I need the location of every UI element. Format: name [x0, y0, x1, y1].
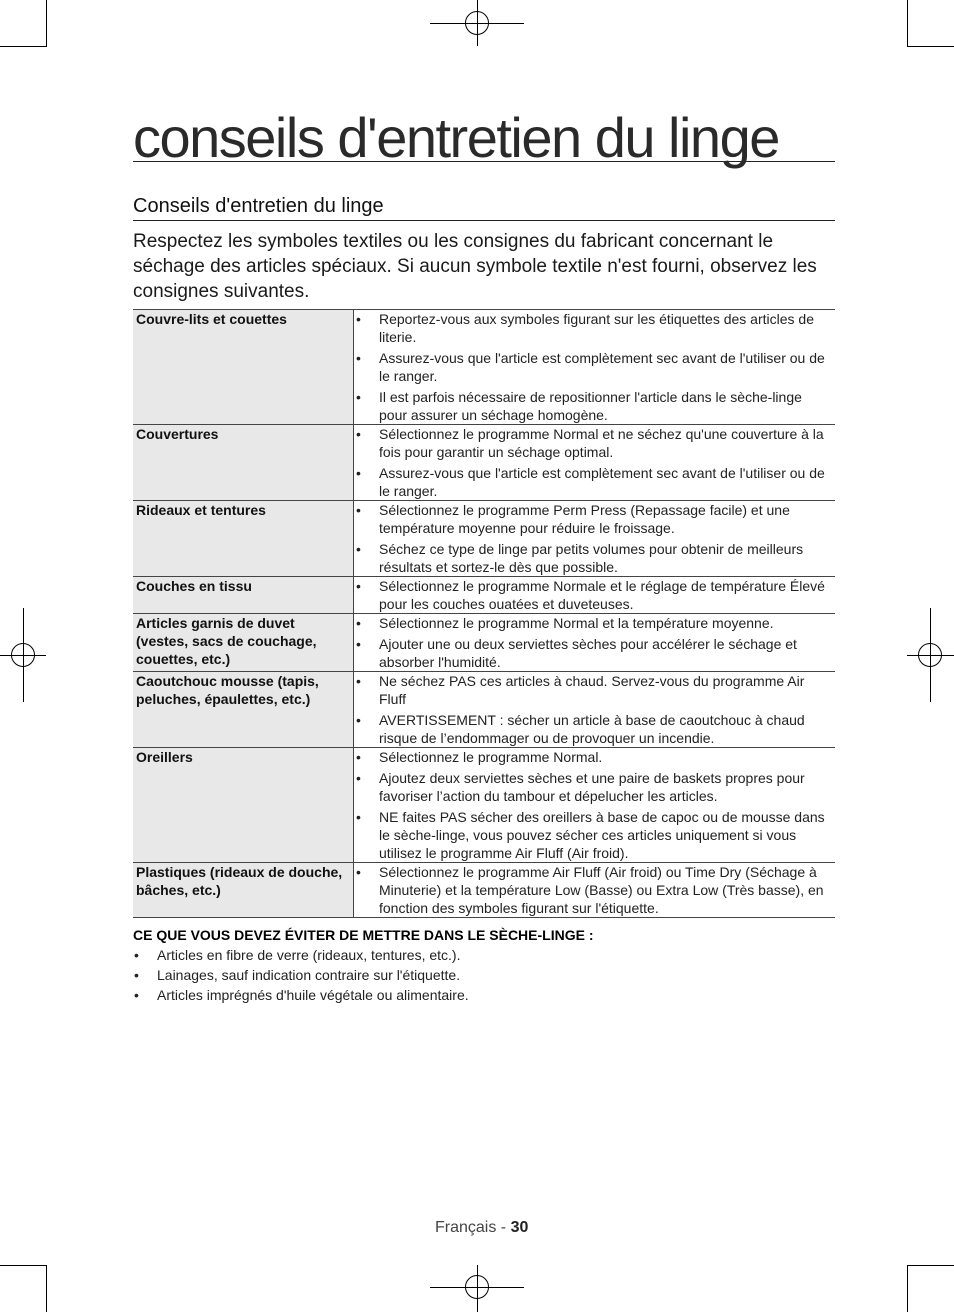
- crop-mark: [0, 46, 47, 47]
- care-table: [133, 309, 835, 918]
- page-number: 30: [510, 1219, 529, 1236]
- list-item: [354, 501, 833, 537]
- table-row: [133, 501, 835, 577]
- crop-mark: [907, 1265, 954, 1266]
- list-item: [354, 748, 833, 766]
- bullet-icon: •: [356, 578, 361, 594]
- list-item: [354, 425, 833, 461]
- page-footer: [435, 1217, 528, 1239]
- tip-text: Sélectionnez le programme Normal et la température moyenne.: [379, 615, 774, 631]
- bullet-icon: •: [356, 465, 361, 481]
- category-cell: Plastiques (rideaux de douche, bâches, etc.): [133, 863, 354, 918]
- category-cell: Oreillers: [133, 748, 354, 863]
- tip-text: NE faites PAS sécher des oreillers à base de capoc ou de mousse dans le sèche-linge, vous pouvez sécher ces articles uniquement si vous utilisez le programme Air Fluff (Air froid).: [379, 809, 825, 861]
- list-item: [354, 349, 833, 385]
- tip-text: Assurez-vous que l'article est complètement sec avant de l'utiliser ou de le ranger.: [379, 465, 825, 499]
- list-item: [354, 614, 833, 632]
- table-row: [133, 310, 835, 425]
- table-row: [133, 748, 835, 863]
- bullet-icon: •: [356, 864, 361, 880]
- crop-mark: [907, 46, 954, 47]
- tip-text: Sélectionnez le programme Normale et le réglage de température Élevé pour les couches ouatées et duveteuses.: [379, 578, 825, 612]
- bullet-icon: •: [356, 426, 361, 442]
- bullet-icon: •: [134, 987, 139, 1003]
- tips-cell: [354, 614, 836, 672]
- category-cell: Articles garnis de duvet (vestes, sacs de couchage, couettes, etc.): [133, 614, 354, 672]
- tips-cell: [354, 501, 836, 577]
- intro-paragraph: Respectez les symboles textiles ou les consignes du fabricant concernant le séchage des articles spéciaux. Si aucun symbole textile n'est fourni, observez les consignes suivantes.: [133, 231, 817, 302]
- list-item: [354, 540, 833, 576]
- table-row: [133, 863, 835, 918]
- table-row: [133, 425, 835, 501]
- bullet-icon: •: [134, 967, 139, 983]
- tips-cell: [354, 310, 836, 425]
- category-cell: Couches en tissu: [133, 577, 354, 614]
- tips-cell: [354, 863, 836, 918]
- list-item: [133, 985, 833, 1005]
- bullet-icon: •: [356, 673, 361, 689]
- bullet-icon: •: [356, 712, 361, 728]
- tip-text: Sélectionnez le programme Normal.: [379, 749, 603, 765]
- bullet-icon: •: [356, 541, 361, 557]
- tip-text: Sélectionnez le programme Perm Press (Repassage facile) et une température moyenne pour réduire le froissage.: [379, 502, 790, 536]
- tip-text: Ajouter une ou deux serviettes sèches pour accélérer le séchage et absorber l'humidité.: [379, 636, 797, 670]
- avoid-list: [133, 945, 833, 1005]
- bullet-icon: •: [356, 311, 361, 327]
- list-item: [354, 769, 833, 805]
- list-item: [354, 388, 833, 424]
- page-title: conseils d'entretien du linge: [133, 108, 835, 162]
- avoid-item-text: Articles en fibre de verre (rideaux, tentures, etc.).: [157, 947, 461, 963]
- category-cell: Couvre-lits et couettes: [133, 310, 354, 425]
- crop-mark: [907, 0, 908, 47]
- list-item: [354, 577, 833, 613]
- crop-mark: [46, 1265, 47, 1312]
- tip-text: Séchez ce type de linge par petits volumes pour obtenir de meilleurs résultats et sortez-le dès que possible.: [379, 541, 804, 575]
- crop-mark: [0, 1265, 47, 1266]
- list-item: [354, 672, 833, 708]
- list-item: [354, 310, 833, 346]
- bullet-icon: •: [356, 636, 361, 652]
- tip-text: Ajoutez deux serviettes sèches et une paire de baskets propres pour favoriser l’action du tambour et dépelucher les articles.: [379, 770, 805, 804]
- list-item: [354, 635, 833, 671]
- bullet-icon: •: [356, 502, 361, 518]
- list-item: [354, 464, 833, 500]
- bullet-icon: •: [356, 809, 361, 825]
- tips-cell: [354, 748, 836, 863]
- table-row: [133, 672, 835, 748]
- bullet-icon: •: [134, 947, 139, 963]
- list-item: [354, 863, 833, 917]
- avoid-section: [133, 925, 833, 1005]
- bullet-icon: •: [356, 770, 361, 786]
- tip-text: Reportez-vous aux symboles figurant sur les étiquettes des articles de literie.: [379, 311, 814, 345]
- section-heading: Conseils d'entretien du linge: [133, 193, 835, 221]
- list-item: [133, 945, 833, 965]
- table-row: [133, 614, 835, 672]
- avoid-item-text: Lainages, sauf indication contraire sur l'étiquette.: [157, 967, 461, 983]
- tips-cell: [354, 425, 836, 501]
- tips-cell: [354, 577, 836, 614]
- bullet-icon: •: [356, 389, 361, 405]
- list-item: [133, 965, 833, 985]
- tip-text: AVERTISSEMENT : sécher un article à base de caoutchouc à chaud risque de l’endommager ou de provoquer un incendie.: [379, 712, 805, 746]
- crop-mark: [907, 1265, 908, 1312]
- tips-cell: [354, 672, 836, 748]
- list-item: [354, 711, 833, 747]
- tip-text: Assurez-vous que l'article est complètement sec avant de l'utiliser ou de le ranger.: [379, 350, 825, 384]
- tip-text: Ne séchez PAS ces articles à chaud. Servez-vous du programme Air Fluff: [379, 673, 805, 707]
- bullet-icon: •: [356, 615, 361, 631]
- bullet-icon: •: [356, 749, 361, 765]
- category-cell: Couvertures: [133, 425, 354, 501]
- tip-text: Sélectionnez le programme Normal et ne séchez qu'une couverture à la fois pour garantir un séchage optimal.: [379, 426, 824, 460]
- category-cell: Rideaux et tentures: [133, 501, 354, 577]
- tip-text: Sélectionnez le programme Air Fluff (Air froid) ou Time Dry (Séchage à Minuterie) et la température Low (Basse) ou Extra Low (Très basse), en fonction des symboles figurant sur l'étiquette.: [379, 864, 824, 916]
- table-row: [133, 577, 835, 614]
- avoid-item-text: Articles imprégnés d'huile végétale ou alimentaire.: [157, 987, 469, 1003]
- bullet-icon: •: [356, 350, 361, 366]
- list-item: [354, 808, 833, 862]
- crop-mark: [46, 0, 47, 47]
- avoid-heading: CE QUE VOUS DEVEZ ÉVITER DE METTRE DANS LE SÈCHE-LINGE :: [133, 927, 594, 943]
- footer-language: Français -: [435, 1219, 511, 1236]
- category-cell: Caoutchouc mousse (tapis, peluches, épaulettes, etc.): [133, 672, 354, 748]
- tip-text: Il est parfois nécessaire de repositionner l'article dans le sèche-linge pour assurer un séchage homogène.: [379, 389, 802, 423]
